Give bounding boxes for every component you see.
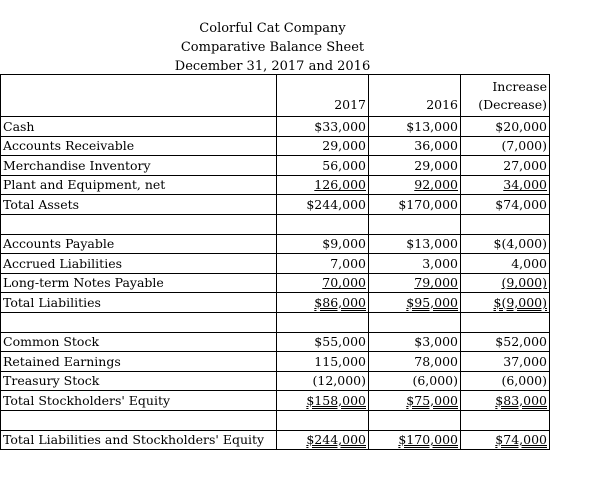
value-change: (9,000) xyxy=(501,275,547,291)
value-change: $20,000 xyxy=(495,118,547,134)
value-2017: 126,000 xyxy=(314,177,366,193)
value-2016: $170,000 xyxy=(398,432,458,448)
statement-title: Comparative Balance Sheet xyxy=(180,40,365,55)
value-2017: 7,000 xyxy=(330,255,366,271)
row-label: Total Assets xyxy=(3,196,80,212)
value-2016: 79,000 xyxy=(414,275,458,291)
value-change: 37,000 xyxy=(503,353,547,369)
value-2017: 29,000 xyxy=(322,138,366,154)
row-label: Accrued Liabilities xyxy=(3,255,123,271)
value-2017: $33,000 xyxy=(314,118,366,134)
table-border-side xyxy=(549,74,550,450)
value-change: $74,000 xyxy=(495,432,547,448)
row-label: Cash xyxy=(3,118,35,134)
value-2017: $244,000 xyxy=(306,432,366,448)
value-2016: (6,000) xyxy=(412,373,458,389)
company-name: Colorful Cat Company xyxy=(199,21,346,36)
value-2017: $55,000 xyxy=(314,334,366,350)
table-border-side xyxy=(0,74,1,450)
value-2016: 78,000 xyxy=(414,353,458,369)
value-2016: 29,000 xyxy=(414,157,458,173)
value-change: (6,000) xyxy=(501,373,547,389)
row-label: Accounts Payable xyxy=(3,236,115,252)
row-label: Plant and Equipment, net xyxy=(3,177,166,193)
column-divider xyxy=(276,74,277,450)
value-change: 34,000 xyxy=(503,177,547,193)
value-2017: (12,000) xyxy=(312,373,366,389)
header-decrease: (Decrease) xyxy=(478,97,547,112)
value-2016: $13,000 xyxy=(406,118,458,134)
value-change: (7,000) xyxy=(501,138,547,154)
header-2016: 2016 xyxy=(426,97,458,112)
value-2017: 56,000 xyxy=(322,157,366,173)
row-divider xyxy=(0,449,550,450)
row-label: Retained Earnings xyxy=(3,353,121,369)
row-label: Long-term Notes Payable xyxy=(3,275,164,291)
header-increase: Increase xyxy=(492,79,547,94)
value-change: 4,000 xyxy=(511,255,547,271)
header-2017: 2017 xyxy=(334,97,366,112)
value-2016: $95,000 xyxy=(406,294,458,310)
value-2017: $9,000 xyxy=(322,236,366,252)
row-label: Total Liabilities xyxy=(3,294,101,310)
row-label: Total Stockholders' Equity xyxy=(3,392,171,408)
row-label: Merchandise Inventory xyxy=(3,157,151,173)
column-divider xyxy=(368,74,369,450)
value-2016: $3,000 xyxy=(414,334,458,350)
value-change: $74,000 xyxy=(495,196,547,212)
row-label: Common Stock xyxy=(3,334,100,350)
value-change: 27,000 xyxy=(503,157,547,173)
value-change: $(4,000) xyxy=(493,236,547,252)
value-2017: 70,000 xyxy=(322,275,366,291)
value-2016: 3,000 xyxy=(422,255,458,271)
value-2016: $75,000 xyxy=(406,392,458,408)
table-border-top xyxy=(0,74,550,75)
value-2017: $244,000 xyxy=(306,196,366,212)
row-divider xyxy=(0,410,550,411)
value-change: $52,000 xyxy=(495,334,547,350)
row-divider xyxy=(0,312,550,313)
value-2017: 115,000 xyxy=(314,353,366,369)
row-label: Total Liabilities and Stockholders' Equity xyxy=(3,432,265,448)
value-2017: $158,000 xyxy=(306,392,366,408)
value-change: $83,000 xyxy=(495,392,547,408)
row-label: Accounts Receivable xyxy=(3,138,135,154)
value-2017: $86,000 xyxy=(314,294,366,310)
value-2016: $170,000 xyxy=(398,196,458,212)
balance-sheet-table xyxy=(0,74,550,448)
value-2016: 36,000 xyxy=(414,138,458,154)
value-2016: 92,000 xyxy=(414,177,458,193)
value-change: $(9,000) xyxy=(493,294,547,310)
column-divider xyxy=(460,74,461,450)
row-divider xyxy=(0,214,550,215)
value-2016: $13,000 xyxy=(406,236,458,252)
statement-date: December 31, 2017 and 2016 xyxy=(174,59,371,74)
row-label: Treasury Stock xyxy=(3,373,100,389)
